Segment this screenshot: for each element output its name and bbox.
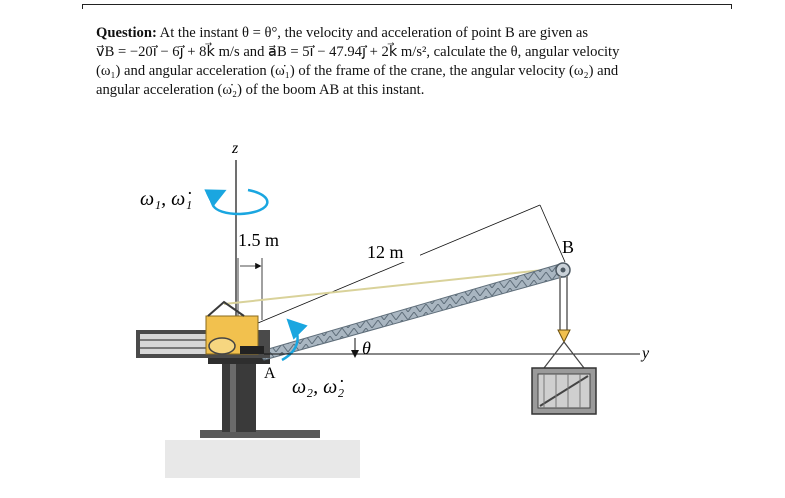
- question-line-3: (ω₁) and angular acceleration (ω̇₁) of the frame of the crane, the angular velocity (ω₂) and: [96, 63, 619, 79]
- question-line-1-text: At the instant θ = θ°, the velocity and acceleration of point B are given as: [159, 25, 589, 41]
- y-axis-label: y: [642, 345, 650, 362]
- point-a-label: A: [264, 365, 276, 382]
- ground: [165, 430, 360, 478]
- hook: [558, 330, 570, 342]
- crane-frame: [136, 302, 270, 358]
- question-line-4: angular acceleration (ω̇₂) of the boom AB at this instant.: [96, 82, 425, 98]
- crane-mast: [208, 352, 270, 432]
- omega2-label: ω₂, ω̇₂: [292, 376, 345, 398]
- boom-ab: [258, 264, 566, 360]
- theta-label: θ: [362, 338, 371, 358]
- dim-12-label: 12 m: [367, 242, 404, 262]
- dim-1-5-label: 1.5 m: [238, 230, 280, 250]
- omega1-rotation-arrow: [212, 190, 267, 214]
- omega1-label: ω₁, ω̇₁: [140, 188, 193, 210]
- z-axis-label: z: [232, 140, 239, 157]
- dim-12-line: [258, 205, 540, 323]
- crate: [532, 368, 596, 414]
- question-label: Question:: [96, 25, 157, 41]
- question-line-2: v⃗B = −20ı⃗ − 6ȷ⃗ + 8k⃗ m/s and a⃗B = 5ı⃗ − 47.94ȷ⃗ + 2k⃗ m/s², calculate the θ, angular velocity: [96, 44, 620, 60]
- point-b-label: B: [562, 237, 575, 257]
